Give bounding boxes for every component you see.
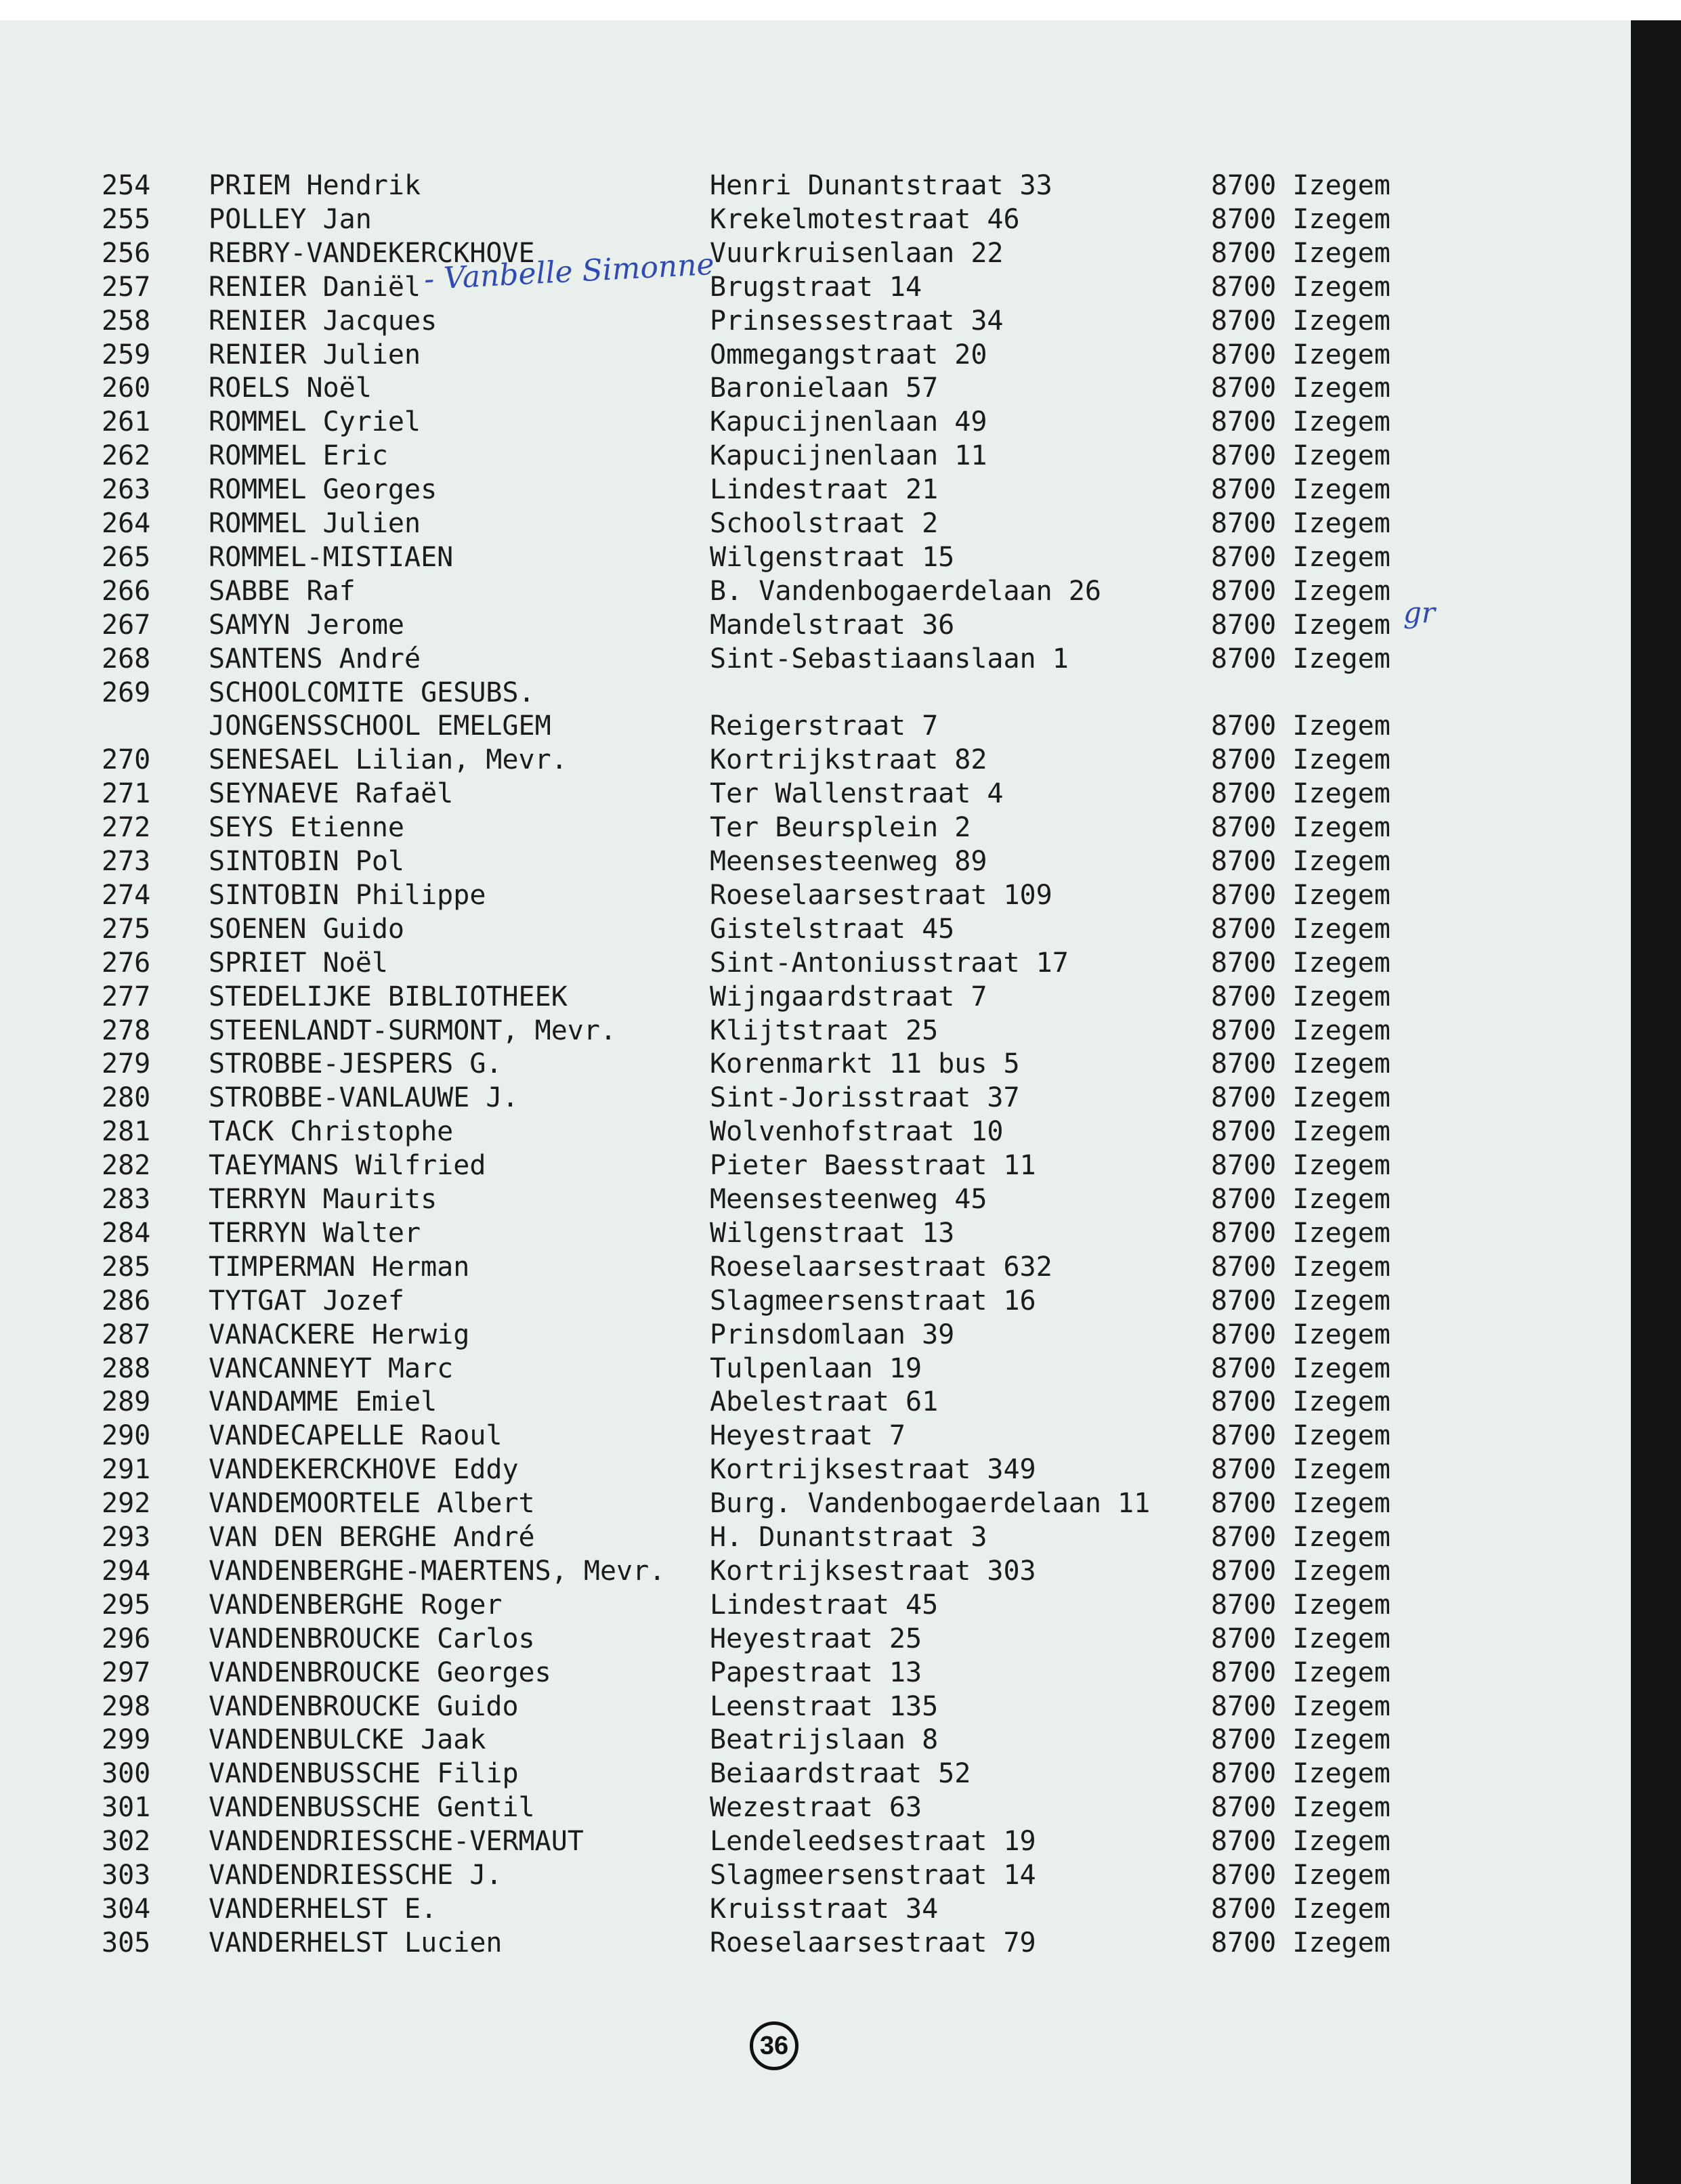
- entry-name: ROMMEL-MISTIAEN: [209, 542, 454, 573]
- entry-num: 274: [102, 880, 151, 911]
- entry-city: 8700 Izegem: [1211, 204, 1390, 235]
- entry-num: 256: [102, 238, 151, 269]
- entry-street: Klijtstraat 25: [710, 1015, 939, 1046]
- entry-name: VANDENDRIESSCHE-VERMAUT: [209, 1826, 584, 1857]
- list-row: [0, 1386, 1631, 1418]
- entry-num: 290: [102, 1420, 151, 1451]
- list-row: [0, 981, 1631, 1013]
- list-row: [0, 1690, 1631, 1723]
- entry-num: 268: [102, 643, 151, 675]
- entry-name: VANDENBROUCKE Carlos: [209, 1623, 535, 1654]
- entry-num: 269: [102, 677, 151, 708]
- entry-city: 8700 Izegem: [1211, 1184, 1390, 1215]
- entry-name: VANDEKERCKHOVE Eddy: [209, 1454, 519, 1485]
- entry-name: ROMMEL Eric: [209, 440, 388, 471]
- entry-num: 261: [102, 406, 151, 437]
- entry-city: 8700 Izegem: [1211, 880, 1390, 911]
- list-row: [0, 744, 1631, 776]
- entry-street: Vuurkruisenlaan 22: [710, 238, 1004, 269]
- list-row: [0, 406, 1631, 438]
- entry-city: 8700 Izegem: [1211, 1623, 1390, 1654]
- entry-name: RENIER Daniël: [209, 272, 421, 303]
- entry-street: Kortrijksestraat 303: [710, 1556, 1036, 1587]
- entry-street: Sint-Jorisstraat 37: [710, 1082, 1020, 1113]
- list-row: [0, 913, 1631, 945]
- entry-name: SANTENS André: [209, 643, 421, 675]
- entry-street: Burg. Vandenbogaerdelaan 11: [710, 1488, 1151, 1519]
- scan-edge: [1631, 20, 1681, 2184]
- entry-name: TERRYN Maurits: [209, 1184, 438, 1215]
- entry-name: STEENLANDT-SURMONT, Mevr.: [209, 1015, 617, 1046]
- entry-city: 8700 Izegem: [1211, 1454, 1390, 1485]
- entry-num: 288: [102, 1353, 151, 1384]
- entry-city: 8700 Izegem: [1211, 914, 1390, 945]
- entry-name: PRIEM Hendrik: [209, 170, 421, 201]
- entry-city: 8700 Izegem: [1211, 542, 1390, 573]
- entry-city: 8700 Izegem: [1211, 778, 1390, 809]
- entry-name: VANDENDRIESSCHE J.: [209, 1860, 503, 1891]
- entry-name: VANDEMOORTELE Albert: [209, 1488, 535, 1519]
- entry-name: TERRYN Walter: [209, 1218, 421, 1249]
- entry-num: 291: [102, 1454, 151, 1485]
- entry-street: Heyestraat 7: [710, 1420, 906, 1451]
- entry-city: 8700 Izegem: [1211, 1860, 1390, 1891]
- entry-name: VANDENBROUCKE Guido: [209, 1691, 519, 1722]
- entry-city: 8700 Izegem: [1211, 305, 1390, 337]
- entry-city: 8700 Izegem: [1211, 1285, 1390, 1316]
- list-row: [0, 1623, 1631, 1655]
- entry-street: Wijngaardstraat 7: [710, 981, 987, 1012]
- entry-name: ROMMEL Cyriel: [209, 406, 421, 437]
- list-row: [0, 1723, 1631, 1756]
- page-number: 36: [750, 2021, 799, 2070]
- entry-num: 297: [102, 1657, 151, 1688]
- entry-num: 264: [102, 508, 151, 539]
- entry-name: VANCANNEYT Marc: [209, 1353, 454, 1384]
- entry-name: VANDENBROUCKE Georges: [209, 1657, 551, 1688]
- entry-name: VAN DEN BERGHE André: [209, 1522, 535, 1553]
- entry-city: 8700 Izegem: [1211, 272, 1390, 303]
- list-row: [0, 710, 1631, 742]
- entry-num: 262: [102, 440, 151, 471]
- list-row: [0, 1285, 1631, 1317]
- entry-city: 8700 Izegem: [1211, 1792, 1390, 1823]
- entry-num: 271: [102, 778, 151, 809]
- list-row: [0, 1453, 1631, 1486]
- entry-street: Wolvenhofstraat 10: [710, 1116, 1004, 1147]
- list-row: [0, 947, 1631, 979]
- entry-num: 293: [102, 1522, 151, 1553]
- entry-name: POLLEY Jan: [209, 204, 372, 235]
- list-row: [0, 1589, 1631, 1621]
- entry-name: VANDAMME Emiel: [209, 1386, 438, 1417]
- entry-name: STROBBE-VANLAUWE J.: [209, 1082, 519, 1113]
- entry-name: VANDENBULCKE Jaak: [209, 1724, 486, 1755]
- entry-name: SABBE Raf: [209, 576, 356, 607]
- entry-street: Kortrijkstraat 82: [710, 744, 987, 775]
- list-row: [0, 575, 1631, 607]
- entry-name: SINTOBIN Philippe: [209, 880, 486, 911]
- entry-city: 8700 Izegem: [1211, 238, 1390, 269]
- list-row: [0, 1217, 1631, 1249]
- entry-city: 8700 Izegem: [1211, 1386, 1390, 1417]
- entry-street: Wilgenstraat 15: [710, 542, 955, 573]
- entry-city: 8700 Izegem: [1211, 474, 1390, 505]
- entry-name: SINTOBIN Pol: [209, 846, 404, 877]
- entry-name: VANDENBERGHE-MAERTENS, Mevr.: [209, 1556, 666, 1587]
- entry-street: Kapucijnenlaan 49: [710, 406, 987, 437]
- entry-street: Heyestraat 25: [710, 1623, 922, 1654]
- entry-street: Wilgenstraat 13: [710, 1218, 955, 1249]
- entry-street: Tulpenlaan 19: [710, 1353, 922, 1384]
- entry-street: Lendeleedsestraat 19: [710, 1826, 1036, 1857]
- entry-num: 275: [102, 914, 151, 945]
- list-row: [0, 507, 1631, 540]
- list-row: [0, 339, 1631, 371]
- entry-num: 285: [102, 1251, 151, 1283]
- entry-name: SCHOOLCOMITE GESUBS.: [209, 677, 535, 708]
- entry-street: Slagmeersenstraat 16: [710, 1285, 1036, 1316]
- list-row: [0, 1419, 1631, 1452]
- handwritten-mark: gr: [1403, 596, 1435, 629]
- entry-city: 8700 Izegem: [1211, 1488, 1390, 1519]
- entry-street: Prinsdomlaan 39: [710, 1319, 955, 1350]
- entry-street: Beiaardstraat 52: [710, 1758, 971, 1789]
- entry-num: 263: [102, 474, 151, 505]
- entry-street: Mandelstraat 36: [710, 609, 955, 641]
- entry-num: 302: [102, 1826, 151, 1857]
- list-row: [0, 1014, 1631, 1047]
- entry-num: 272: [102, 812, 151, 843]
- entry-street: Ter Beursplein 2: [710, 812, 971, 843]
- entry-city: 8700 Izegem: [1211, 744, 1390, 775]
- entry-street: Kapucijnenlaan 11: [710, 440, 987, 471]
- entry-name: SOENEN Guido: [209, 914, 404, 945]
- entry-num: 289: [102, 1386, 151, 1417]
- list-row: [0, 643, 1631, 675]
- entry-city: 8700 Izegem: [1211, 1556, 1390, 1587]
- entry-street: Brugstraat 14: [710, 272, 922, 303]
- entry-num: 295: [102, 1589, 151, 1621]
- entry-city: 8700 Izegem: [1211, 1927, 1390, 1958]
- entry-name: REBRY-VANDEKERCKHOVE: [209, 238, 535, 269]
- list-row: [0, 777, 1631, 810]
- entry-num: 259: [102, 339, 151, 370]
- entry-street: Korenmarkt 11 bus 5: [710, 1048, 1020, 1079]
- entry-city: 8700 Izegem: [1211, 947, 1390, 979]
- entry-num: 254: [102, 170, 151, 201]
- entry-street: Meensesteenweg 89: [710, 846, 987, 877]
- list-row: [0, 169, 1631, 202]
- entry-name: SPRIET Noël: [209, 947, 388, 979]
- entry-city: 8700 Izegem: [1211, 1048, 1390, 1079]
- entry-num: 265: [102, 542, 151, 573]
- entry-street: Roeselaarsestraat 109: [710, 880, 1052, 911]
- entry-num: 260: [102, 372, 151, 404]
- entry-num: 299: [102, 1724, 151, 1755]
- entry-street: Beatrijslaan 8: [710, 1724, 939, 1755]
- entry-name: STROBBE-JESPERS G.: [209, 1048, 503, 1079]
- list-row: [0, 1555, 1631, 1587]
- list-row: [0, 473, 1631, 506]
- entry-street: Schoolstraat 2: [710, 508, 939, 539]
- list-row: [0, 203, 1631, 236]
- entry-street: Gistelstraat 45: [710, 914, 955, 945]
- entry-num: 270: [102, 744, 151, 775]
- entry-num: 280: [102, 1082, 151, 1113]
- entry-city: 8700 Izegem: [1211, 1893, 1390, 1925]
- entry-street: Ter Wallenstraat 4: [710, 778, 1004, 809]
- list-row: [0, 1048, 1631, 1080]
- entry-city: 8700 Izegem: [1211, 1420, 1390, 1451]
- entry-num: 286: [102, 1285, 151, 1316]
- entry-street: Roeselaarsestraat 632: [710, 1251, 1052, 1283]
- entry-city: 8700 Izegem: [1211, 170, 1390, 201]
- entry-name: VANACKERE Herwig: [209, 1319, 470, 1350]
- entry-name: TIMPERMAN Herman: [209, 1251, 470, 1283]
- entry-street: Kruisstraat 34: [710, 1893, 939, 1925]
- entry-name: ROMMEL Julien: [209, 508, 421, 539]
- entry-city: 8700 Izegem: [1211, 1116, 1390, 1147]
- entry-street: Sint-Antoniusstraat 17: [710, 947, 1069, 979]
- entry-street: Prinsessestraat 34: [710, 305, 1004, 337]
- entry-num: 298: [102, 1691, 151, 1722]
- entry-name: TYTGAT Jozef: [209, 1285, 404, 1316]
- entry-num: 284: [102, 1218, 151, 1249]
- entry-num: 273: [102, 846, 151, 877]
- entry-street: Slagmeersenstraat 14: [710, 1860, 1036, 1891]
- entry-num: 255: [102, 204, 151, 235]
- entry-city: 8700 Izegem: [1211, 812, 1390, 843]
- list-row: [0, 677, 1631, 709]
- entry-street: Ommegangstraat 20: [710, 339, 987, 370]
- entry-num: 283: [102, 1184, 151, 1215]
- entry-city: 8700 Izegem: [1211, 1353, 1390, 1384]
- entry-city: 8700 Izegem: [1211, 1826, 1390, 1857]
- entry-name: RENIER Jacques: [209, 305, 438, 337]
- entry-num: 304: [102, 1893, 151, 1925]
- entry-city: 8700 Izegem: [1211, 1218, 1390, 1249]
- list-row: [0, 1825, 1631, 1858]
- list-row: [0, 372, 1631, 404]
- entry-num: 257: [102, 272, 151, 303]
- entry-street: Reigerstraat 7: [710, 710, 939, 742]
- entry-city: 8700 Izegem: [1211, 643, 1390, 675]
- entry-name: SAMYN Jerome: [209, 609, 404, 641]
- entry-name: VANDENBUSSCHE Filip: [209, 1758, 519, 1789]
- entry-street: Lindestraat 45: [710, 1589, 939, 1621]
- entry-num: 305: [102, 1927, 151, 1958]
- entry-street: Henri Dunantstraat 33: [710, 170, 1052, 201]
- list-row: [0, 845, 1631, 878]
- entry-city: 8700 Izegem: [1211, 1691, 1390, 1722]
- entry-num: 281: [102, 1116, 151, 1147]
- entry-street: Kortrijksestraat 349: [710, 1454, 1036, 1485]
- list-row: [0, 1859, 1631, 1891]
- entry-city: 8700 Izegem: [1211, 1082, 1390, 1113]
- list-row: [0, 1487, 1631, 1520]
- entry-name: VANDENBERGHE Roger: [209, 1589, 503, 1621]
- entry-num: 282: [102, 1150, 151, 1181]
- entry-street: Baronielaan 57: [710, 372, 939, 404]
- entry-num: 277: [102, 981, 151, 1012]
- entry-name: SENESAEL Lilian, Mevr.: [209, 744, 568, 775]
- entry-num: 294: [102, 1556, 151, 1587]
- list-row: [0, 1115, 1631, 1148]
- entry-name: VANDERHELST Lucien: [209, 1927, 503, 1958]
- entry-num: 276: [102, 947, 151, 979]
- list-row: [0, 811, 1631, 844]
- entry-num: 300: [102, 1758, 151, 1789]
- list-row: [0, 1352, 1631, 1385]
- entry-street: Sint-Sebastiaanslaan 1: [710, 643, 1069, 675]
- list-row: [0, 1791, 1631, 1824]
- entry-city: 8700 Izegem: [1211, 1589, 1390, 1621]
- list-row: [0, 1521, 1631, 1554]
- entry-num: 301: [102, 1792, 151, 1823]
- list-row: [0, 1319, 1631, 1351]
- entry-num: 279: [102, 1048, 151, 1079]
- list-row: [0, 879, 1631, 912]
- entry-num: 266: [102, 576, 151, 607]
- list-row: [0, 1251, 1631, 1283]
- entry-city: 8700 Izegem: [1211, 440, 1390, 471]
- list-row: [0, 237, 1631, 270]
- entry-name: RENIER Julien: [209, 339, 421, 370]
- list-row: [0, 1927, 1631, 1959]
- entry-num: 267: [102, 609, 151, 641]
- entry-name: VANDERHELST E.: [209, 1893, 438, 1925]
- list-row: [0, 1082, 1631, 1114]
- entry-city: 8700 Izegem: [1211, 846, 1390, 877]
- list-row: [0, 541, 1631, 574]
- list-row: [0, 1656, 1631, 1689]
- entry-city: 8700 Izegem: [1211, 576, 1390, 607]
- entry-num: 303: [102, 1860, 151, 1891]
- entry-city: 8700 Izegem: [1211, 1657, 1390, 1688]
- list-row: [0, 1183, 1631, 1216]
- entry-num: 296: [102, 1623, 151, 1654]
- entry-city: 8700 Izegem: [1211, 1251, 1390, 1283]
- entry-street: Pieter Baesstraat 11: [710, 1150, 1036, 1181]
- entry-num: 258: [102, 305, 151, 337]
- list-row: [0, 271, 1631, 303]
- entry-name: STEDELIJKE BIBLIOTHEEK: [209, 981, 568, 1012]
- entry-name: SEYS Etienne: [209, 812, 404, 843]
- list-row: [0, 1893, 1631, 1925]
- entry-street: Meensesteenweg 45: [710, 1184, 987, 1215]
- list-row: [0, 305, 1631, 337]
- entry-num: 278: [102, 1015, 151, 1046]
- entry-num: 292: [102, 1488, 151, 1519]
- entry-name: ROMMEL Georges: [209, 474, 438, 505]
- entry-city: 8700 Izegem: [1211, 1758, 1390, 1789]
- entry-city: 8700 Izegem: [1211, 406, 1390, 437]
- list-row: [0, 609, 1631, 641]
- entry-name: TACK Christophe: [209, 1116, 454, 1147]
- entry-street: Leenstraat 135: [710, 1691, 939, 1722]
- list-row: [0, 1149, 1631, 1182]
- entry-street: Wezestraat 63: [710, 1792, 922, 1823]
- entry-num: 287: [102, 1319, 151, 1350]
- entry-city: 8700 Izegem: [1211, 372, 1390, 404]
- entry-street: Krekelmotestraat 46: [710, 204, 1020, 235]
- entry-city: 8700 Izegem: [1211, 981, 1390, 1012]
- entry-name: VANDENBUSSCHE Gentil: [209, 1792, 535, 1823]
- list-row: [0, 440, 1631, 472]
- entry-name: VANDECAPELLE Raoul: [209, 1420, 503, 1451]
- entry-name: SEYNAEVE Rafaël: [209, 778, 454, 809]
- entry-city: 8700 Izegem: [1211, 508, 1390, 539]
- entry-name: JONGENSSCHOOL EMELGEM: [209, 710, 551, 742]
- entry-city: 8700 Izegem: [1211, 1319, 1390, 1350]
- entry-street: H. Dunantstraat 3: [710, 1522, 987, 1553]
- entry-city: 8700 Izegem: [1211, 1522, 1390, 1553]
- entry-city: 8700 Izegem: [1211, 1150, 1390, 1181]
- entry-street: Roeselaarsestraat 79: [710, 1927, 1036, 1958]
- entry-name: TAEYMANS Wilfried: [209, 1150, 486, 1181]
- entry-street: Abelestraat 61: [710, 1386, 939, 1417]
- handwritten-note: - Vanbelle Simonne: [423, 247, 715, 297]
- entry-street: B. Vandenbogaerdelaan 26: [710, 576, 1101, 607]
- entry-name: ROELS Noël: [209, 372, 372, 404]
- entry-city: 8700 Izegem: [1211, 710, 1390, 742]
- entry-city: 8700 Izegem: [1211, 339, 1390, 370]
- entry-city: 8700 Izegem: [1211, 1015, 1390, 1046]
- entry-street: Lindestraat 21: [710, 474, 939, 505]
- entry-city: 8700 Izegem: [1211, 1724, 1390, 1755]
- list-row: [0, 1757, 1631, 1790]
- entry-street: Papestraat 13: [710, 1657, 922, 1688]
- entry-city: 8700 Izegem: [1211, 609, 1390, 641]
